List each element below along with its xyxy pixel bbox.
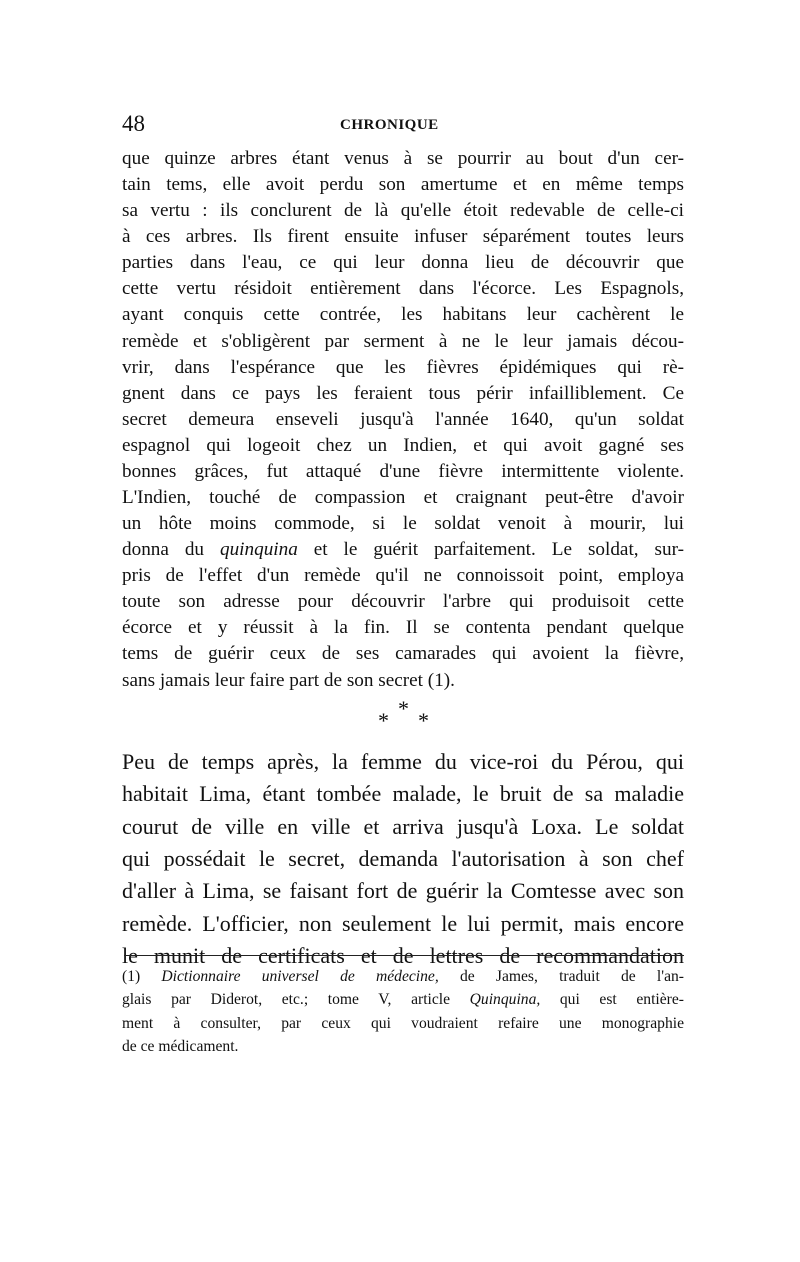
- main-paragraph: [122, 746, 684, 972]
- text-line: toute son adresse pour découvrir l'arbre qui produisoit cette: [122, 591, 684, 613]
- text-line: secret demeura enseveli jusqu'à l'année 1640, qu'un soldat: [122, 408, 684, 430]
- page-number: 48: [122, 111, 145, 136]
- text-line: de ce médicament.: [122, 1037, 239, 1055]
- text-line: ayant conquis cette contrée, les habitans leur cachèrent le: [122, 304, 684, 326]
- text-line: le munit de certificats et de lettres de recommandation: [122, 942, 684, 968]
- text-line: espagnol qui logeoit chez un Indien, et qui avoit gagné ses: [122, 434, 684, 456]
- asterisk: *: [418, 708, 429, 733]
- italic-term: Quinquina,: [469, 991, 541, 1009]
- text-line: sans jamais leur faire part de son secret (1).: [122, 669, 455, 691]
- asterisk: *: [398, 696, 409, 721]
- text-line: pris de l'effet d'un remède qu'il ne connoissoit point, employa: [122, 565, 684, 587]
- text-line: qui possédait le secret, demanda l'autorisation à son chef: [122, 845, 684, 871]
- text-line: d'aller à Lima, se faisant fort de guérir la Comtesse avec son: [122, 878, 684, 904]
- asterisk: *: [378, 708, 389, 733]
- text-line: habitait Lima, étant tombée malade, le bruit de sa maladie: [122, 781, 684, 807]
- text-line: remède et s'obligèrent par serment à ne le leur jamais décou-: [122, 330, 684, 352]
- text-line: sa vertu : ils conclurent de là qu'elle étoit redevable de celle-ci: [122, 200, 684, 222]
- asterism-separator: [360, 696, 440, 736]
- text-line: gnent dans ce pays les feraient tous périr infailliblement. Ce: [122, 382, 684, 404]
- text-line: L'Indien, touché de compassion et craignant peut-être d'avoir: [122, 487, 684, 509]
- text-line: tems de guérir ceux de ses camarades qui avoient la fièvre,: [122, 643, 684, 665]
- text-line: cette vertu résidoit entièrement dans l'écorce. Les Espagnols,: [122, 278, 684, 300]
- running-head: CHRONIQUE: [340, 117, 439, 133]
- text-line: vrir, dans l'espérance que les fièvres épidémiques qui rè-: [122, 356, 684, 378]
- text-line: bonnes grâces, fut attaqué d'une fièvre intermittente violente.: [122, 460, 684, 482]
- text-line: ment à consulter, par ceux qui voudraient refaire une monographie: [122, 1014, 684, 1032]
- footnote-rule: [124, 955, 684, 956]
- text-line: Peu de temps après, la femme du vice-roi du Pérou, qui: [122, 749, 684, 774]
- text-line: (1) Dictionnaire universel de médecine, de James, traduit de l'an-: [122, 968, 684, 985]
- footnote: [122, 965, 684, 1058]
- italic-term: quinquina: [219, 539, 298, 561]
- text-line: remède. L'officier, non seulement le lui permit, mais encore: [122, 910, 684, 936]
- text-line: glais par Diderot, etc.; tome V, article Quinquina, qui est entière-: [122, 991, 684, 1009]
- text-line: que quinze arbres étant venus à se pourrir au bout d'un cer-: [122, 148, 684, 169]
- quoted-passage: [122, 146, 684, 694]
- text-line: courut de ville en ville et arriva jusqu'à Loxa. Le soldat: [122, 813, 684, 839]
- text-line: un hôte moins commode, si le soldat venoit à mourir, lui: [122, 513, 684, 535]
- text-line: donna du quinquina et le guérit parfaitement. Le soldat, sur-: [122, 539, 684, 561]
- text-line: tain tems, elle avoit perdu son amertume et en même temps: [122, 174, 684, 196]
- text-line: écorce et y réussit à la fin. Il se contenta pendant quelque: [122, 617, 684, 639]
- text-line: à ces arbres. Ils firent ensuite infuser séparément toutes leurs: [122, 226, 684, 248]
- italic-title: Dictionnaire universel de médecine,: [161, 968, 439, 985]
- text-line: parties dans l'eau, ce qui leur donna lieu de découvrir que: [122, 252, 684, 274]
